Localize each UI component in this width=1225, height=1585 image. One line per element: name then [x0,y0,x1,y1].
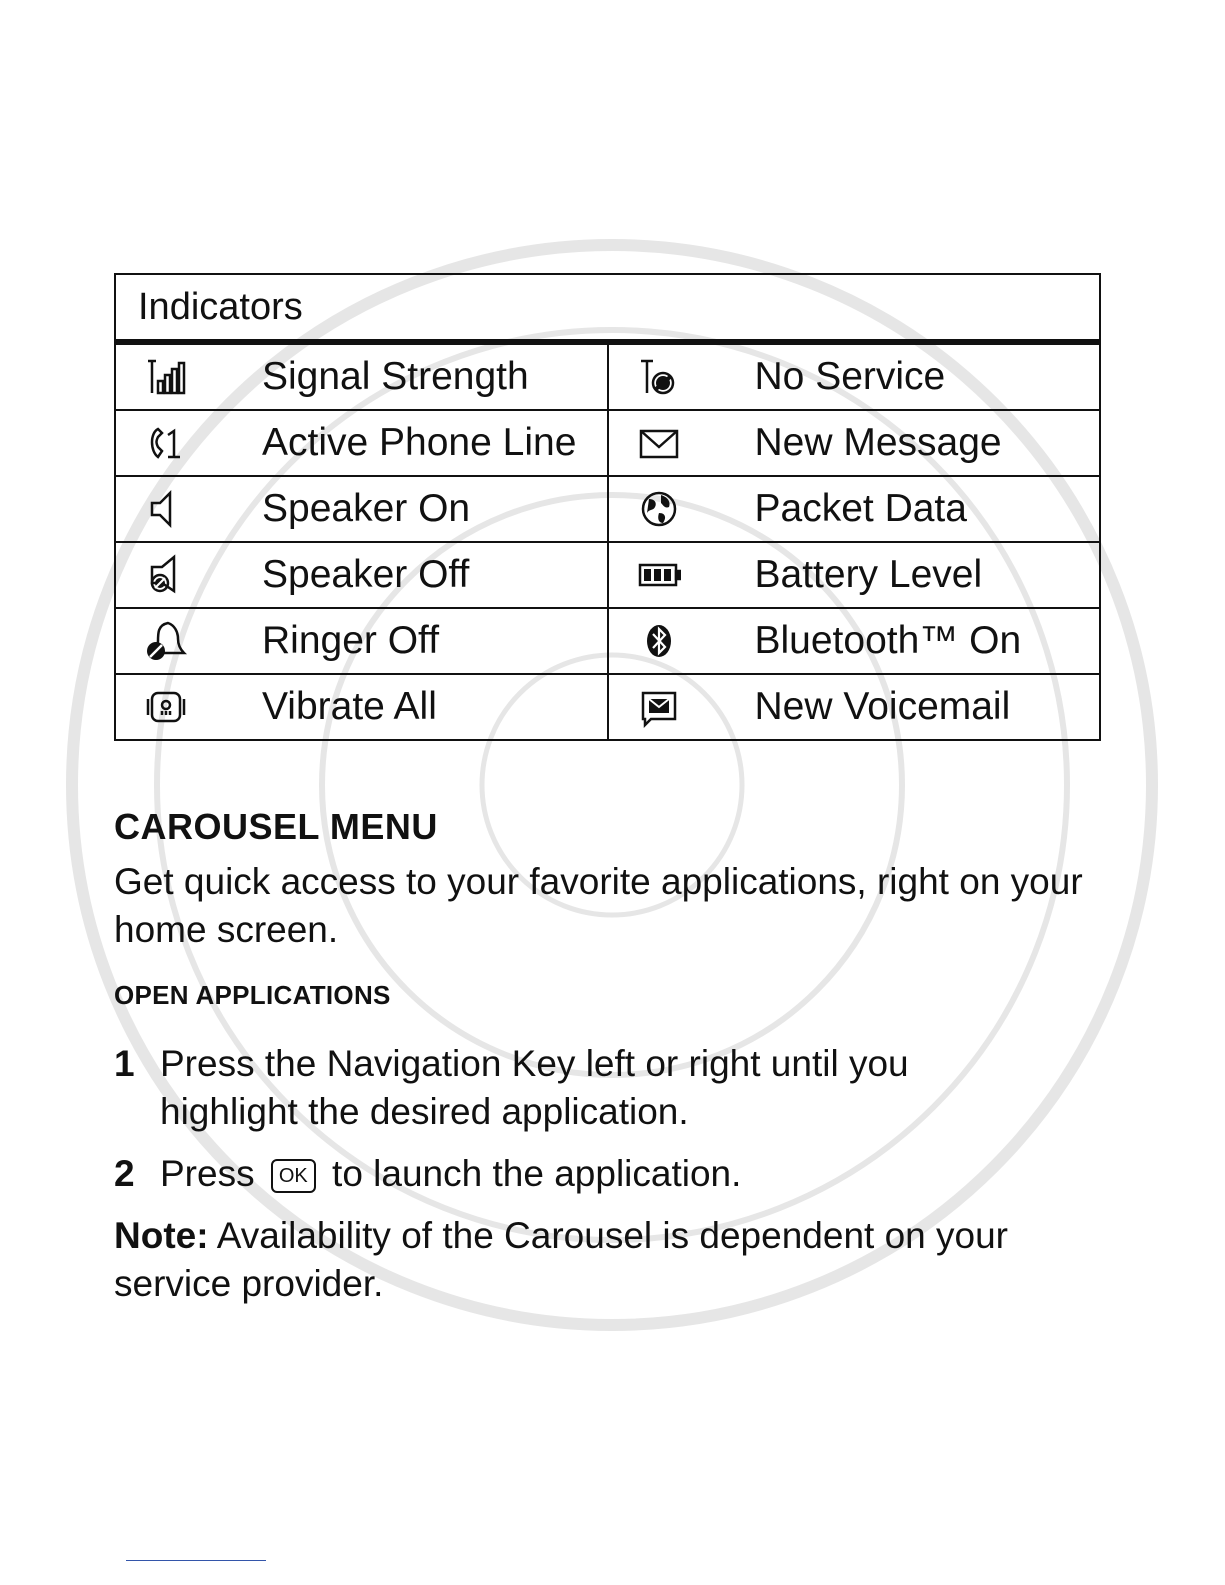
row-label: Vibrate All [262,685,437,728]
section-title: CAROUSEL MENU [114,806,438,847]
table-header: Indicators [115,274,1100,342]
indicators-table [114,273,1101,741]
row-label: No Service [754,355,946,398]
vibrate-all-icon [116,685,262,729]
row-label: Ringer Off [262,619,440,662]
row-label: New Message [754,421,1002,464]
row-label: Packet Data [754,487,967,530]
signal-strength-icon [116,355,262,399]
step-1 [114,1040,1020,1136]
row-label: Speaker Off [262,553,470,596]
row-label: Active Phone Line [262,421,577,464]
table-row [115,608,1100,674]
note [114,1212,1104,1308]
table-row [115,674,1100,740]
step-2 [114,1150,1020,1198]
speaker-off-icon [116,553,262,597]
bluetooth-icon [609,619,755,663]
step-text: Press the Navigation Key left or right until you highlight the desired application. [160,1043,909,1132]
section-subtitle: OPEN APPLICATIONS [114,980,391,1010]
table-row [115,542,1100,608]
row-label: Battery Level [754,553,983,596]
packet-data-icon [609,487,755,531]
battery-level-icon [609,553,755,597]
row-label: Speaker On [262,487,471,530]
row-label: New Voicemail [754,685,1011,728]
step-text-after: to launch the application. [332,1153,742,1194]
speaker-on-icon [116,487,262,531]
no-service-icon [609,355,755,399]
ringer-off-icon [116,619,262,663]
active-phone-line-icon [116,421,262,465]
row-label: Signal Strength [262,355,529,398]
table-row [115,410,1100,476]
note-label: Note: [114,1215,209,1256]
step-number: 2 [114,1153,135,1194]
new-message-icon [609,421,755,465]
row-label: Bluetooth™ On [754,619,1022,662]
table-row [115,342,1100,410]
new-voicemail-icon [609,685,755,729]
step-text [160,1150,1020,1198]
note-text: Availability of the Carousel is dependent on your service provider. [114,1215,1008,1304]
section-intro: Get quick access to your favorite applications, right on your home screen. [114,861,1083,950]
table-row [115,476,1100,542]
step-number: 1 [114,1043,135,1084]
footer-rule [126,1560,266,1561]
step-text-before: Press [160,1153,255,1194]
ok-key-icon: OK [271,1159,316,1193]
